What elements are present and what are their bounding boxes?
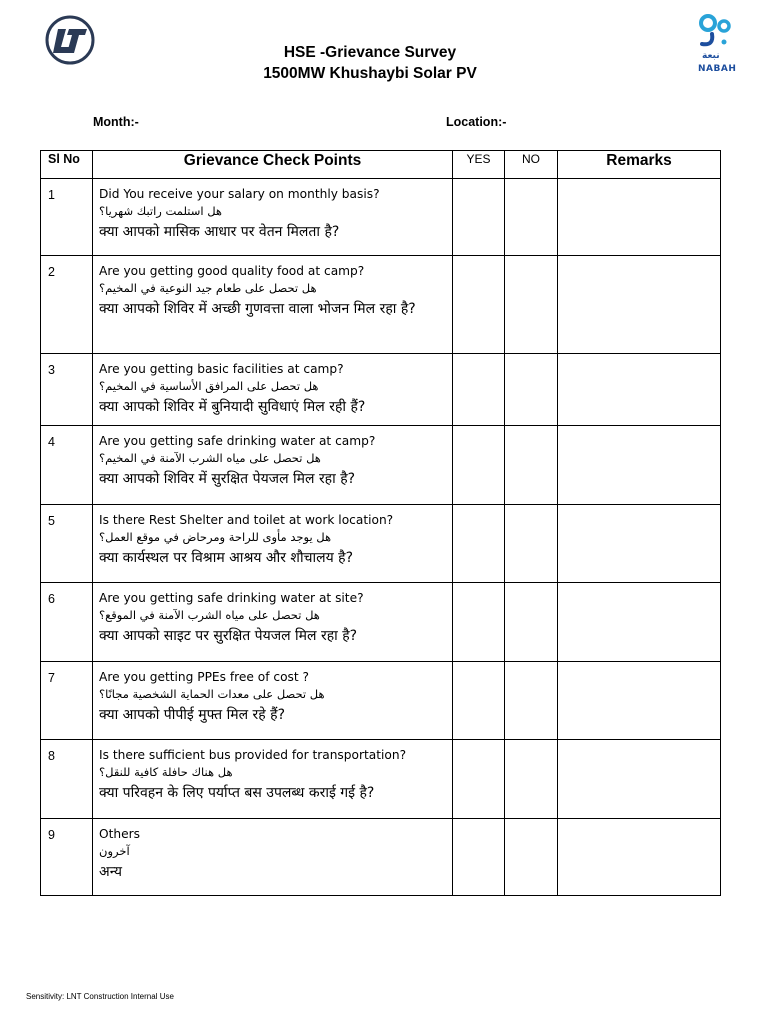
- table-row: [41, 740, 721, 819]
- nabah-logo: [694, 12, 744, 72]
- header-yes: YES: [453, 151, 505, 179]
- table-row: [41, 426, 721, 505]
- table-row: [41, 662, 721, 740]
- row-number: 3: [41, 354, 93, 426]
- check-point-english: Others: [99, 827, 140, 841]
- check-point-hindi: क्या आपको शिविर में सुरक्षित पेयजल मिल रहा है?: [99, 471, 356, 487]
- remarks-cell[interactable]: [558, 819, 721, 896]
- header-check-points: Grievance Check Points: [93, 151, 453, 179]
- check-point-english: Are you getting good quality food at camp?: [99, 264, 365, 278]
- yes-cell[interactable]: [453, 426, 505, 505]
- table-row: [41, 819, 721, 896]
- no-cell[interactable]: [505, 740, 558, 819]
- check-point-hindi: क्या परिवहन के लिए पर्याप्त बस उपलब्ध कराई गई है?: [99, 785, 375, 801]
- check-point-english: Are you getting basic facilities at camp?: [99, 362, 344, 376]
- check-point-english: Did You receive your salary on monthly basis?: [99, 187, 380, 201]
- remarks-cell[interactable]: [558, 354, 721, 426]
- check-point-hindi: क्या आपको शिविर में बुनियादी सुविधाएं मिल रही हैं?: [99, 399, 366, 415]
- check-point-cell: [93, 256, 453, 354]
- row-number: 1: [41, 179, 93, 256]
- check-point-hindi: क्या आपको शिविर में अच्छी गुणवत्ता वाला भोजन मिल रहा है?: [99, 301, 416, 317]
- survey-title: HSE -Grievance Survey: [283, 44, 457, 61]
- table-row: [41, 583, 721, 662]
- yes-cell[interactable]: [453, 819, 505, 896]
- row-number: 5: [41, 505, 93, 583]
- check-point-hindi: अन्य: [99, 864, 122, 880]
- check-point-hindi: क्या आपको पीपीई मुफ्त मिल रहे हैं?: [99, 707, 286, 723]
- check-point-english: Are you getting safe drinking water at camp?: [99, 434, 376, 448]
- no-cell[interactable]: [505, 354, 558, 426]
- header-remarks: Remarks: [558, 151, 721, 179]
- no-cell[interactable]: [505, 819, 558, 896]
- check-point-english: Is there sufficient bus provided for transportation?: [99, 748, 407, 762]
- row-number: 2: [41, 256, 93, 354]
- check-point-cell: [93, 819, 453, 896]
- location-label: Location:-: [446, 115, 507, 129]
- sensitivity-footer: Sensitivity: LNT Construction Internal Use: [26, 992, 174, 1001]
- no-cell[interactable]: [505, 179, 558, 256]
- no-cell[interactable]: [505, 256, 558, 354]
- remarks-cell[interactable]: [558, 583, 721, 662]
- no-cell[interactable]: [505, 505, 558, 583]
- remarks-cell[interactable]: [558, 740, 721, 819]
- check-point-english: Are you getting PPEs free of cost ?: [99, 670, 310, 684]
- no-cell[interactable]: [505, 662, 558, 740]
- row-number: 9: [41, 819, 93, 896]
- check-point-cell: [93, 426, 453, 505]
- nabah-brand-text: NABAH: [698, 64, 737, 74]
- header-no: NO: [505, 151, 558, 179]
- remarks-cell[interactable]: [558, 256, 721, 354]
- check-point-arabic: آخرون: [99, 844, 130, 858]
- no-cell[interactable]: [505, 583, 558, 662]
- check-point-arabic: هل هناك حافلة كافية للنقل؟: [99, 765, 233, 779]
- check-point-arabic: هل تحصل على معدات الحماية الشخصية مجانًا؟: [99, 687, 325, 701]
- table-row: [41, 179, 721, 256]
- check-point-cell: [93, 662, 453, 740]
- grievance-table: [40, 150, 721, 896]
- check-point-arabic: هل يوجد مأوى للراحة ومرحاض في موقع العمل؟: [99, 530, 332, 544]
- check-point-cell: [93, 354, 453, 426]
- remarks-cell[interactable]: [558, 662, 721, 740]
- check-point-arabic: هل تحصل على المرافق الأساسية في المخيم؟: [99, 379, 319, 393]
- yes-cell[interactable]: [453, 505, 505, 583]
- check-point-english: Is there Rest Shelter and toilet at work location?: [99, 513, 394, 527]
- table-row: [41, 505, 721, 583]
- yes-cell[interactable]: [453, 256, 505, 354]
- yes-cell[interactable]: [453, 583, 505, 662]
- check-point-arabic: هل استلمت راتبك شهريا؟: [99, 204, 222, 218]
- yes-cell[interactable]: [453, 662, 505, 740]
- yes-cell[interactable]: [453, 354, 505, 426]
- project-title: 1500MW Khushaybi Solar PV: [263, 65, 477, 82]
- check-point-arabic: هل تحصل على مياه الشرب الآمنة في المخيم؟: [99, 451, 321, 465]
- check-point-arabic: هل تحصل على مياه الشرب الآمنة في الموقع؟: [99, 608, 320, 622]
- row-number: 4: [41, 426, 93, 505]
- check-point-hindi: क्या आपको साइट पर सुरक्षित पेयजल मिल रहा है?: [99, 628, 358, 644]
- table-header-row: [41, 151, 721, 179]
- yes-cell[interactable]: [453, 740, 505, 819]
- check-point-arabic: هل تحصل على طعام جيد النوعية في المخيم؟: [99, 281, 317, 295]
- check-point-english: Are you getting safe drinking water at site?: [99, 591, 364, 605]
- remarks-cell[interactable]: [558, 179, 721, 256]
- remarks-cell[interactable]: [558, 426, 721, 505]
- remarks-cell[interactable]: [558, 505, 721, 583]
- yes-cell[interactable]: [453, 179, 505, 256]
- no-cell[interactable]: [505, 426, 558, 505]
- row-number: 7: [41, 662, 93, 740]
- month-label: Month:-: [93, 115, 139, 129]
- check-point-cell: [93, 583, 453, 662]
- check-point-cell: [93, 740, 453, 819]
- check-point-hindi: क्या कार्यस्थल पर विश्राम आश्रय और शौचालय है?: [99, 550, 354, 566]
- table-row: [41, 354, 721, 426]
- row-number: 8: [41, 740, 93, 819]
- check-point-cell: [93, 505, 453, 583]
- header-sl-no: Sl No: [41, 151, 93, 179]
- check-point-cell: [93, 179, 453, 256]
- nabah-arabic-text: نبعة: [702, 51, 720, 61]
- check-point-hindi: क्या आपको मासिक आधार पर वेतन मिलता है?: [99, 224, 340, 240]
- row-number: 6: [41, 583, 93, 662]
- table-row: [41, 256, 721, 354]
